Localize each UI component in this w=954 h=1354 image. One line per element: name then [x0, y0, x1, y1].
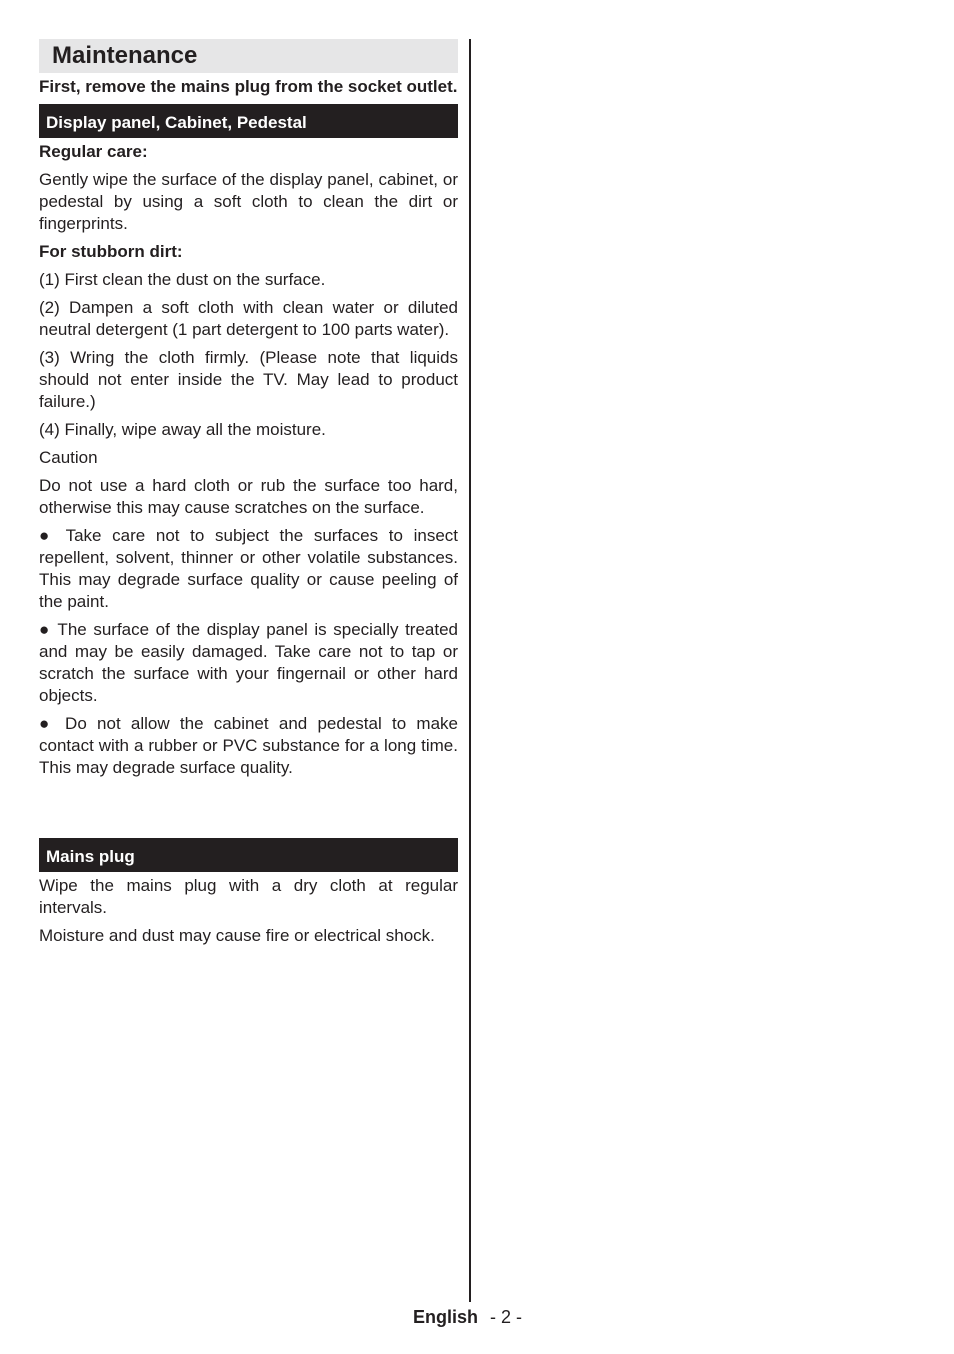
- caution-label: Caution: [39, 448, 98, 467]
- page-footer: [413, 1305, 522, 1329]
- footer-language: English: [413, 1307, 479, 1327]
- intro-warning: First, remove the mains plug from the socket outlet.: [39, 77, 458, 96]
- section-heading-display-panel: Display panel, Cabinet, Pedestal: [39, 104, 458, 138]
- page-number: - 2 -: [490, 1307, 523, 1327]
- step-2: (2) Dampen a soft cloth with clean water or diluted neutral detergent (1 part detergent to 100 parts water).: [39, 298, 458, 339]
- bullet-display-panel-surface: ● The surface of the display panel is specially treated and may be easily damaged. Take care not to tap or scratch the surface with your fingernail or other hard objects.: [39, 620, 458, 705]
- step-4: (4) Finally, wipe away all the moisture.: [39, 420, 326, 439]
- section-gap: [39, 785, 458, 838]
- stubborn-dirt-label: For stubborn dirt:: [39, 242, 183, 261]
- column-divider: [469, 39, 471, 1302]
- regular-care-text: Gently wipe the surface of the display panel, cabinet, or pedestal by using a soft cloth to clean the dirt or fingerprints.: [39, 170, 458, 233]
- step-3: (3) Wring the cloth firmly. (Please note that liquids should not enter inside the TV. May lead to product failure.): [39, 348, 458, 411]
- section-heading-mains-plug: Mains plug: [39, 838, 458, 872]
- bullet-rubber-pvc: ● Do not allow the cabinet and pedestal to make contact with a rubber or PVC substance for a long time. This may degrade surface quality.: [39, 714, 458, 777]
- step-1: (1) First clean the dust on the surface.: [39, 270, 326, 289]
- regular-care-label: Regular care:: [39, 142, 148, 161]
- mains-plug-text-1: Wipe the mains plug with a dry cloth at regular intervals.: [39, 876, 458, 917]
- page-title: Maintenance: [39, 39, 458, 73]
- left-column: [39, 39, 458, 953]
- mains-plug-text-2: Moisture and dust may cause fire or electrical shock.: [39, 926, 435, 945]
- caution-text: Do not use a hard cloth or rub the surface too hard, otherwise this may cause scratches on the surface.: [39, 476, 458, 517]
- bullet-volatile-substances: ● Take care not to subject the surfaces to insect repellent, solvent, thinner or other volatile substances. This may degrade surface quality or cause peeling of the paint.: [39, 526, 458, 611]
